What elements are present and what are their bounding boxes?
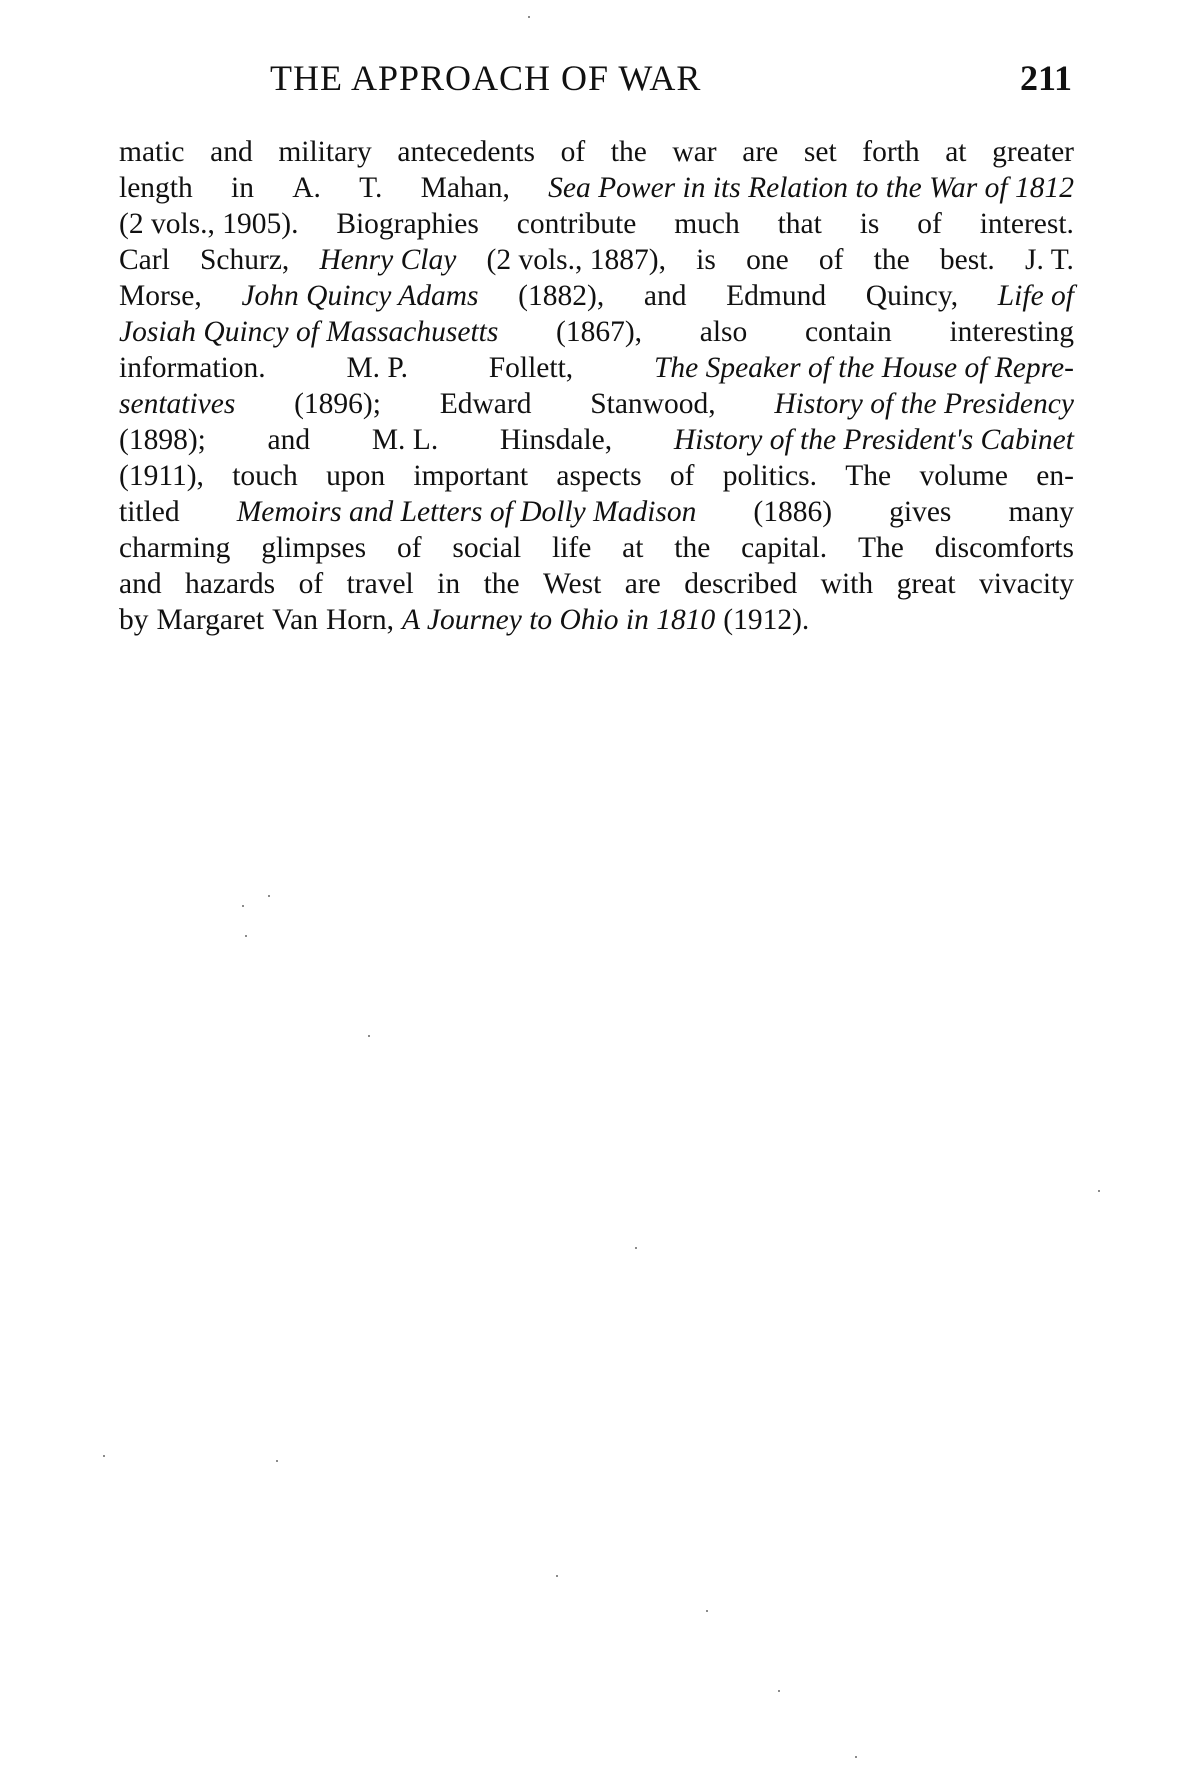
word: upon xyxy=(326,460,386,492)
word: and xyxy=(643,280,687,312)
word: The xyxy=(857,532,904,564)
word: and xyxy=(119,568,162,600)
word: Biographies xyxy=(336,208,479,240)
word: matic xyxy=(119,136,185,168)
word: much xyxy=(674,208,740,240)
italic-title: A Journey to Ohio in 1810 xyxy=(401,604,716,636)
word: M. P. xyxy=(346,352,408,384)
text-line xyxy=(119,206,1074,242)
scan-speck xyxy=(635,1247,637,1249)
bibliographic-paragraph xyxy=(119,134,1074,638)
word: aspects xyxy=(556,460,642,492)
word: (2 vols., 1887), xyxy=(486,244,666,276)
word: (2 vols., 1905). xyxy=(119,208,299,240)
word: antecedents xyxy=(397,136,535,168)
scan-speck xyxy=(245,935,247,937)
italic-title: History of the President's Cabinet xyxy=(673,424,1074,456)
word: The xyxy=(845,460,892,492)
word: discomforts xyxy=(934,532,1074,564)
word: with xyxy=(820,568,874,600)
word: described xyxy=(684,568,798,600)
word: the xyxy=(674,532,711,564)
word: greater xyxy=(992,136,1074,168)
word: Horn, xyxy=(325,604,394,636)
scan-speck xyxy=(242,905,244,907)
text-line xyxy=(119,242,1074,278)
text-line xyxy=(119,530,1074,566)
word: Carl xyxy=(119,244,170,276)
italic-title: Memoirs and Letters of Dolly Madison xyxy=(236,496,697,528)
italic-title: The Speaker of the House of Repre- xyxy=(653,352,1074,384)
text-line xyxy=(119,602,1074,638)
scan-speck xyxy=(556,1575,558,1577)
word: great xyxy=(896,568,956,600)
word: many xyxy=(1008,496,1074,528)
word: information. xyxy=(119,352,266,384)
word: is xyxy=(696,244,716,276)
word: vivacity xyxy=(978,568,1074,600)
word: (1867), xyxy=(556,316,643,348)
word: gives xyxy=(889,496,952,528)
word: Follett, xyxy=(488,352,574,384)
word: Edward xyxy=(439,388,532,420)
word: are xyxy=(742,136,779,168)
word: of xyxy=(818,244,844,276)
scan-speck xyxy=(778,1690,780,1692)
word: (1898); xyxy=(119,424,206,456)
word: Schurz, xyxy=(200,244,290,276)
word: in xyxy=(231,172,254,204)
text-line xyxy=(119,350,1074,386)
word: at xyxy=(945,136,967,168)
scan-speck xyxy=(276,1460,278,1462)
word: titled xyxy=(119,496,180,528)
text-line xyxy=(119,458,1074,494)
word: A. xyxy=(292,172,321,204)
word: Hinsdale, xyxy=(499,424,613,456)
word: set xyxy=(803,136,837,168)
text-line xyxy=(119,134,1074,170)
word: J. T. xyxy=(1025,244,1074,276)
word: Mahan, xyxy=(420,172,510,204)
italic-title: John Quincy Adams xyxy=(241,280,479,312)
word: (1911), xyxy=(119,460,204,492)
word: (1882), xyxy=(518,280,605,312)
italic-title: Henry Clay xyxy=(319,244,457,276)
word: and xyxy=(267,424,311,456)
word: is xyxy=(859,208,880,240)
text-line xyxy=(119,278,1074,314)
word: Van xyxy=(272,604,318,636)
page-number: 211 xyxy=(1019,58,1072,98)
word: en- xyxy=(1036,460,1074,492)
word: of xyxy=(396,532,422,564)
word: M. L. xyxy=(371,424,439,456)
word: in xyxy=(437,568,461,600)
italic-title: History of the Presidency xyxy=(774,388,1074,420)
word: are xyxy=(624,568,661,600)
word: Edmund xyxy=(726,280,827,312)
word: of xyxy=(298,568,324,600)
word: T. xyxy=(359,172,383,204)
word: life xyxy=(552,532,592,564)
word: also xyxy=(699,316,748,348)
word: at xyxy=(622,532,644,564)
scan-speck xyxy=(528,16,530,18)
word: one xyxy=(746,244,789,276)
word: military xyxy=(278,136,372,168)
word: Morse, xyxy=(119,280,202,312)
text-line xyxy=(119,314,1074,350)
italic-title: Life of xyxy=(997,280,1074,312)
word: contain xyxy=(804,316,892,348)
word: interesting xyxy=(949,316,1074,348)
italic-title: Josiah Quincy of Massachusetts xyxy=(119,316,499,348)
text-line xyxy=(119,170,1074,206)
word: interest. xyxy=(979,208,1074,240)
word: Stanwood, xyxy=(590,388,716,420)
word: length xyxy=(119,172,193,204)
word: travel xyxy=(346,568,414,600)
word: touch xyxy=(232,460,298,492)
italic-title: Sea Power in its Relation to the War of 1812 xyxy=(548,172,1074,204)
word: Quincy, xyxy=(865,280,959,312)
text-line xyxy=(119,566,1074,602)
word: the xyxy=(610,136,647,168)
text-line xyxy=(119,386,1074,422)
running-title: THE APPROACH OF WAR xyxy=(270,58,702,98)
word: politics. xyxy=(722,460,817,492)
word: that xyxy=(777,208,822,240)
word: glimpses xyxy=(261,532,367,564)
word: best. xyxy=(939,244,995,276)
scan-speck xyxy=(268,895,270,897)
word: of xyxy=(669,460,695,492)
scan-speck xyxy=(1098,1190,1100,1192)
italic-title: sentatives xyxy=(119,388,236,420)
word: important xyxy=(413,460,529,492)
word: of xyxy=(560,136,586,168)
word: volume xyxy=(919,460,1008,492)
scan-speck xyxy=(706,1610,708,1612)
text-line xyxy=(119,422,1074,458)
scan-speck xyxy=(855,1756,857,1758)
word: by xyxy=(119,604,149,636)
word: the xyxy=(873,244,910,276)
word: capital. xyxy=(741,532,828,564)
word: war xyxy=(672,136,717,168)
word: contribute xyxy=(516,208,637,240)
word: and xyxy=(210,136,253,168)
scan-speck xyxy=(103,1455,105,1457)
word: forth xyxy=(862,136,920,168)
text-line xyxy=(119,494,1074,530)
word: (1912). xyxy=(723,604,810,636)
word: hazards xyxy=(185,568,276,600)
word: of xyxy=(917,208,942,240)
running-head xyxy=(120,56,1072,100)
word: charming xyxy=(119,532,231,564)
word: social xyxy=(452,532,522,564)
word: West xyxy=(543,568,602,600)
word: (1896); xyxy=(294,388,381,420)
word: the xyxy=(483,568,520,600)
word: Margaret xyxy=(156,604,265,636)
scan-speck xyxy=(368,1035,370,1037)
word: (1886) xyxy=(753,496,833,528)
